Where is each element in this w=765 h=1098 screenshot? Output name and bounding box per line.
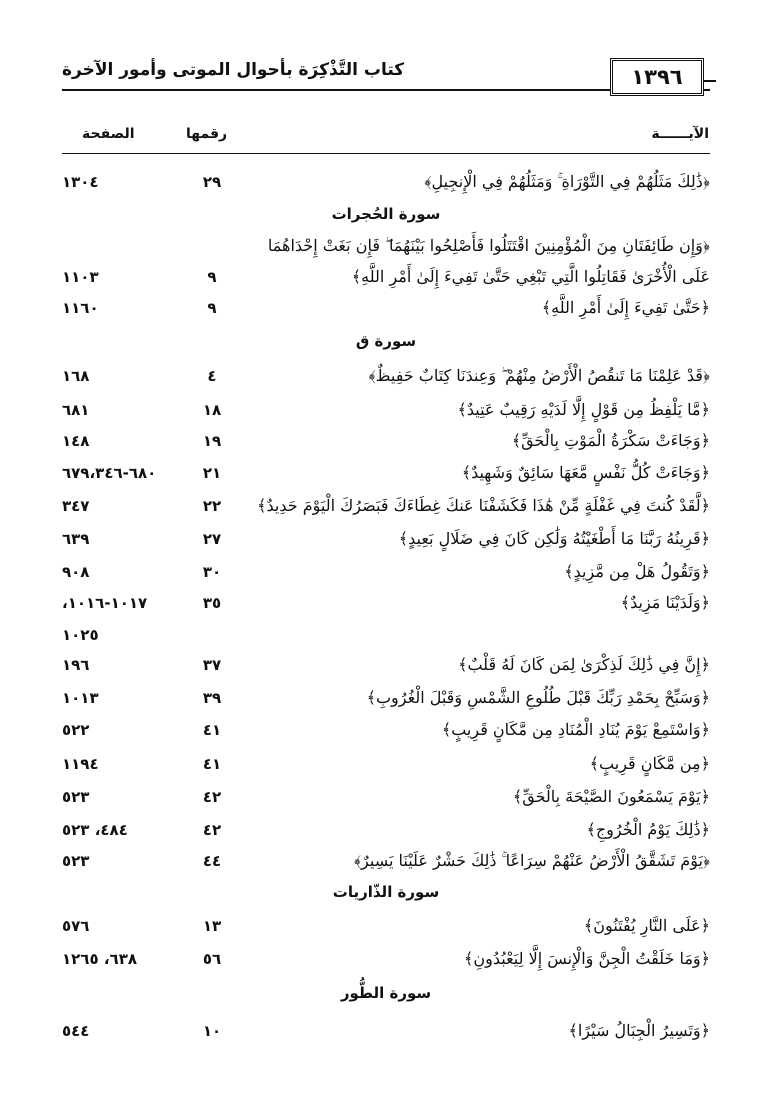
verse-text: ﴿إِنَّ فِي ذَٰلِكَ لَذِكْرَىٰ لِمَن كَانَ لَهُ قَلْبٌ﴾ xyxy=(458,655,710,674)
page-reference: ١٣٠٤ xyxy=(62,173,99,191)
verse-number: ٤ xyxy=(207,367,217,385)
verse-text: ﴿وَجَاءَتْ سَكْرَةُ الْمَوْتِ بِالْحَقِّ﴾ xyxy=(511,431,710,450)
page-reference: ٦٣٩ xyxy=(62,530,90,548)
page-reference: ٥٧٦ xyxy=(62,917,90,935)
verse-number: ٣٥ xyxy=(202,594,222,612)
page-number: ١٣٩٦ xyxy=(610,58,704,96)
page-reference: ٦٨٠-٦٧٩،٣٤٦ xyxy=(62,464,157,482)
book-title: كتاب التَّذْكِرَة بأحوال الموتى وأمور الآخرة xyxy=(62,60,405,80)
table-row xyxy=(62,524,710,554)
table-row xyxy=(62,650,710,680)
page-reference: ٥٢٢ xyxy=(62,721,90,739)
table-row xyxy=(62,231,710,261)
verse-text: عَلَى الْأُخْرَىٰ فَقَاتِلُوا الَّتِي تَبْغِي حَتَّىٰ تَفِيءَ إِلَىٰ أَمْرِ اللَّهِ﴾ xyxy=(351,267,710,286)
verse-number: ٢١ xyxy=(202,464,222,482)
verse-text: ﴿ذَٰلِكَ يَوْمُ الْخُرُوجِ﴾ xyxy=(586,820,710,839)
page-reference: ٣٤٧ xyxy=(62,497,90,515)
column-header-rule xyxy=(62,153,710,154)
page-reference: ٥٢٣ xyxy=(62,788,90,806)
page-reference: ٦٣٨، ١٢٦٥ xyxy=(62,950,138,968)
verse-text: ﴿قَرِينُهُ رَبَّنَا مَا أَطْغَيْتُهُ وَلَٰكِن كَانَ فِي ضَلَالٍ بَعِيدٍ﴾ xyxy=(398,529,710,548)
table-row xyxy=(62,683,710,713)
page-reference: ١١٩٤ xyxy=(62,755,99,773)
verse-text: ﴿وَمَا خَلَقْتُ الْجِنَّ وَالْإِنسَ إِلَّا لِيَعْبُدُونِ﴾ xyxy=(463,949,710,968)
verse-number: ٣٩ xyxy=(202,689,222,707)
verse-number: ١٩ xyxy=(202,432,222,450)
verse-text: ﴿وَجَاءَتْ كُلُّ نَفْسٍ مَّعَهَا سَائِقٌ وَشَهِيدٌ﴾ xyxy=(461,463,710,482)
verse-number: ١٨ xyxy=(202,401,222,419)
column-header-number: رقمها xyxy=(186,126,228,142)
table-row xyxy=(62,262,710,292)
table-row xyxy=(62,293,710,323)
verse-number: ١٣ xyxy=(202,917,222,935)
verse-text: ﴿يَوْمَ تَشَقَّقُ الْأَرْضُ عَنْهُمْ سِرَاعًا ۚ ذَٰلِكَ حَشْرٌ عَلَيْنَا يَسِيرٌ﴾ xyxy=(353,851,710,870)
table-row xyxy=(62,620,710,650)
table-row xyxy=(62,911,710,941)
verse-text: ﴿مَّا يَلْفِظُ مِن قَوْلٍ إِلَّا لَدَيْهِ رَقِيبٌ عَتِيدٌ﴾ xyxy=(457,400,710,419)
verse-number: ٣٠ xyxy=(202,563,222,581)
table-row xyxy=(62,749,710,779)
verse-number: ٥٦ xyxy=(202,950,222,968)
verse-number: ٤٢ xyxy=(202,788,222,806)
table-row xyxy=(62,395,710,425)
verse-number: ٩ xyxy=(207,299,217,317)
table-row xyxy=(62,361,710,391)
verse-text: ﴿وَاسْتَمِعْ يَوْمَ يُنَادِ الْمُنَادِ مِن مَّكَانٍ قَرِيبٍ﴾ xyxy=(441,720,710,739)
surah-heading: سورة ق xyxy=(355,332,417,350)
table-row xyxy=(62,588,710,618)
page-reference: ٥٢٣ xyxy=(62,852,90,870)
header-rule-end xyxy=(704,80,716,82)
table-row xyxy=(62,782,710,812)
table-row xyxy=(62,426,710,456)
verse-text: ﴿مِن مَّكَانٍ قَرِيبٍ﴾ xyxy=(589,754,710,773)
table-row xyxy=(62,1016,710,1046)
verse-text: ﴿وَإِن طَائِفَتَانِ مِنَ الْمُؤْمِنِينَ اقْتَتَلُوا فَأَصْلِحُوا بَيْنَهُمَا ۖ فَإِن بَغَتْ إِحْدَاهُمَا xyxy=(267,236,710,255)
surah-heading: سورة الذّاريات xyxy=(332,883,440,901)
page-header xyxy=(62,58,710,98)
verse-number: ٢٧ xyxy=(202,530,222,548)
table-row xyxy=(62,715,710,745)
page-reference: ١٠١٧-١٠١٦، xyxy=(62,594,148,612)
verse-number: ٩ xyxy=(207,268,217,286)
page-reference: ١٩٦ xyxy=(62,656,90,674)
page-reference: ١٦٨ xyxy=(62,367,90,385)
verse-text: ﴿حَتَّىٰ تَفِيءَ إِلَىٰ أَمْرِ اللَّهِ﴾ xyxy=(541,298,710,317)
verse-number: ٢٩ xyxy=(202,173,222,191)
verse-text: ﴿وَتَسِيرُ الْجِبَالُ سَيْرًا﴾ xyxy=(568,1021,710,1040)
verse-text: ﴿وَسَبِّحْ بِحَمْدِ رَبِّكَ قَبْلَ طُلُوعِ الشَّمْسِ وَقَبْلَ الْغُرُوبِ﴾ xyxy=(366,688,710,707)
page-reference: ١١٠٣ xyxy=(62,268,99,286)
table-row xyxy=(62,944,710,974)
page-reference: ٤٨٤، ٥٢٣ xyxy=(62,821,128,839)
table-row xyxy=(62,458,710,488)
verse-number: ٣٧ xyxy=(202,656,222,674)
page-reference: ٦٨١ xyxy=(62,401,90,419)
page-reference: ١١٦٠ xyxy=(62,299,99,317)
page-reference: ١٤٨ xyxy=(62,432,90,450)
column-header-verse: الآيــــــة xyxy=(651,126,709,142)
table-row xyxy=(62,846,710,876)
page-reference: ١٠٢٥ xyxy=(62,626,99,644)
table-row xyxy=(62,557,710,587)
table-row xyxy=(62,815,710,845)
verse-text: ﴿ذَٰلِكَ مَثَلُهُمْ فِي التَّوْرَاةِ ۚ وَمَثَلُهُمْ فِي الْإِنجِيلِ﴾ xyxy=(424,172,710,191)
surah-heading: سورة الحُجرات xyxy=(331,205,441,223)
page-reference: ١٠١٣ xyxy=(62,689,99,707)
verse-number: ٤٤ xyxy=(202,852,222,870)
surah-heading: سورة الطُّور xyxy=(340,984,432,1002)
verse-text: ﴿قَدْ عَلِمْنَا مَا تَنقُصُ الْأَرْضُ مِنْهُمْ ۖ وَعِندَنَا كِتَابٌ حَفِيظٌ﴾ xyxy=(368,366,710,385)
verse-number: ٤١ xyxy=(202,721,222,739)
page-reference: ٩٠٨ xyxy=(62,563,90,581)
verse-number: ١٠ xyxy=(202,1022,222,1040)
verse-text: ﴿وَلَدَيْنَا مَزِيدٌ﴾ xyxy=(620,593,710,612)
verse-text: ﴿يَوْمَ يَسْمَعُونَ الصَّيْحَةَ بِالْحَقِّ﴾ xyxy=(512,787,710,806)
verse-text: ﴿لَّقَدْ كُنتَ فِي غَفْلَةٍ مِّنْ هَٰذَا فَكَشَفْنَا عَنكَ غِطَاءَكَ فَبَصَرُكَ الْيَوْمَ حَدِيدٌ﴾ xyxy=(257,496,710,515)
page-reference: ٥٤٤ xyxy=(62,1022,90,1040)
verse-number: ٢٢ xyxy=(202,497,222,515)
verse-number: ٤١ xyxy=(202,755,222,773)
verse-text: ﴿وَتَقُولُ هَلْ مِن مَّزِيدٍ﴾ xyxy=(564,562,710,581)
table-row xyxy=(62,491,710,521)
column-header-page: الصفحة xyxy=(82,126,135,142)
verse-text: ﴿عَلَى النَّارِ يُفْتَنُونَ﴾ xyxy=(583,916,710,935)
verse-number: ٤٢ xyxy=(202,821,222,839)
table-row xyxy=(62,167,710,197)
